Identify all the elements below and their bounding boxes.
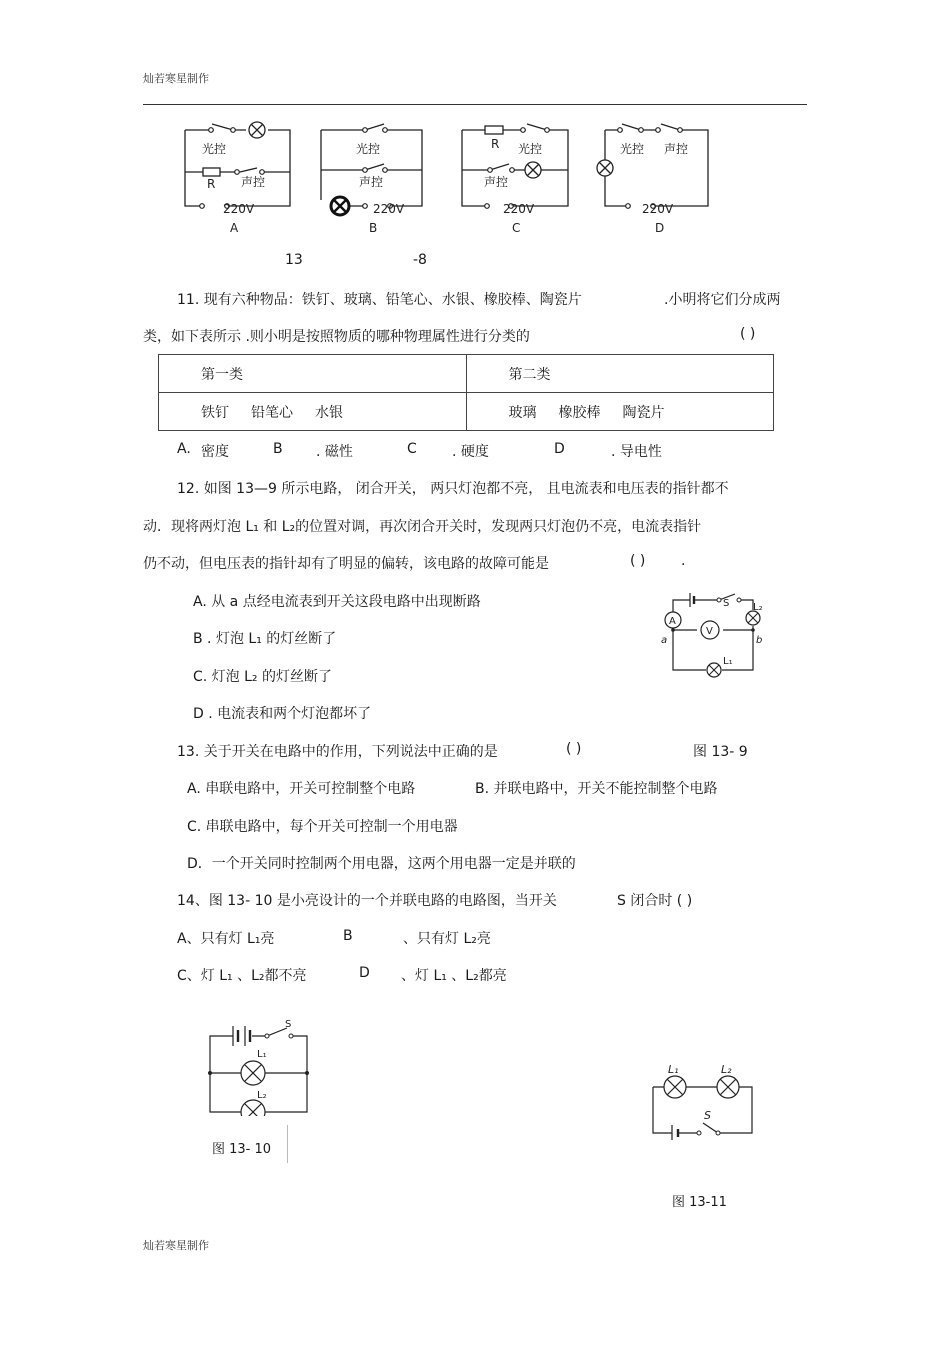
q11-line1b: .小明将它们分成两 bbox=[664, 292, 781, 308]
fig13-10-s-label: S bbox=[285, 1019, 292, 1030]
q11-option-a-letter: A. bbox=[177, 441, 191, 457]
q12-option-c: C. 灯泡 L₂ 的灯丝断了 bbox=[193, 669, 332, 685]
q14-option-b: 、只有灯 L₂亮 bbox=[403, 931, 491, 947]
label-option-c: C bbox=[512, 221, 521, 235]
fig13-11-l1-label: L₁ bbox=[668, 1065, 679, 1076]
q12-option-a: A. 从 a 点经电流表到开关这段电路中出现断路 bbox=[193, 594, 481, 610]
label-b-sw2: 声控 bbox=[359, 175, 384, 189]
fig13-10-l1-label: L₁ bbox=[257, 1049, 267, 1060]
q11-option-c: . 硬度 bbox=[452, 444, 489, 460]
figure-13-8-caption-num: 13 bbox=[285, 252, 303, 268]
item-glass: 玻璃 bbox=[508, 404, 537, 421]
figure-13-8-caption-suffix: -8 bbox=[413, 252, 427, 268]
table-header-cat1: 第一类 bbox=[159, 355, 467, 393]
q12-option-b: B . 灯泡 L₁ 的灯丝断了 bbox=[193, 631, 337, 647]
q13-stem: 13. 关于开关在电路中的作用，下列说法中正确的是 bbox=[177, 744, 498, 760]
page-footer: 灿若寒星制作 bbox=[143, 1239, 209, 1252]
q11-option-d: . 导电性 bbox=[611, 444, 662, 460]
item-ceramic: 陶瓷片 bbox=[622, 404, 665, 421]
label-a-v: 220V bbox=[223, 202, 255, 216]
ammeter-label: A bbox=[669, 616, 676, 627]
q14-option-c: C、灯 L₁ 、L₂都不亮 bbox=[177, 968, 307, 984]
figure-13-11 bbox=[648, 1065, 758, 1140]
label-c-sw2: 声控 bbox=[484, 175, 509, 189]
q14-option-a: A、只有灯 L₁亮 bbox=[177, 931, 275, 947]
label-a-sw1: 光控 bbox=[202, 142, 227, 156]
q12-bracket: ( ) bbox=[630, 553, 646, 569]
label-c-sw1: 光控 bbox=[518, 142, 543, 156]
q13-option-d: D．一个开关同时控制两个用电器，这两个用电器一定是并联的 bbox=[187, 856, 576, 872]
figure-13-9-caption: 图 13- 9 bbox=[693, 744, 748, 760]
label-a-sw2: 声控 bbox=[241, 175, 266, 189]
q12-line1: 12. 如图 13—9 所示电路， 闭合开关， 两只灯泡都不亮， 且电流表和电压表的指针都不 bbox=[177, 481, 729, 497]
q14-stem: 14、图 13- 10 是小亮设计的一个并联电路的电路图，当开关 bbox=[177, 893, 557, 909]
q11-option-d-letter: D bbox=[554, 441, 565, 457]
q14-option-b-letter: B bbox=[343, 928, 353, 944]
figure-13-11-caption: 图 13-11 bbox=[672, 1195, 727, 1210]
q11-option-c-letter: C bbox=[407, 441, 417, 457]
label-a-r: R bbox=[207, 177, 216, 191]
q11-line1a: 11. 现有六种物品：铁钉、玻璃、铅笔心、水银、橡胶棒、陶瓷片 bbox=[177, 292, 582, 308]
figure-13-8 bbox=[175, 118, 725, 240]
point-a-label: a bbox=[661, 635, 668, 646]
q11-option-a: 密度 bbox=[201, 444, 229, 460]
q13-option-a: A. 串联电路中，开关可控制整个电路 bbox=[187, 781, 416, 797]
item-mercury: 水银 bbox=[315, 404, 343, 421]
label-b-sw1: 光控 bbox=[356, 142, 381, 156]
label-option-a: A bbox=[230, 221, 239, 235]
classification-table bbox=[158, 354, 774, 431]
q12-end: . bbox=[681, 553, 686, 569]
label-d-sw1: 光控 bbox=[620, 142, 645, 156]
item-iron-nail: 铁钉 bbox=[201, 404, 229, 421]
q11-line2: 类，如下表所示 .则小明是按照物质的哪种物理属性进行分类的 bbox=[143, 329, 530, 345]
figure-13-9 bbox=[657, 590, 772, 682]
fig13-11-s-label: S bbox=[704, 1109, 711, 1122]
switch-label: S bbox=[723, 598, 730, 609]
label-d-sw2: 声控 bbox=[664, 142, 689, 156]
q11-option-b-letter: B bbox=[273, 441, 283, 457]
q12-line3: 仍不动，但电压表的指针却有了明显的偏转，该电路的故障可能是 bbox=[143, 556, 549, 572]
q12-option-d: D . 电流表和两个灯泡都坏了 bbox=[193, 706, 372, 722]
label-option-b: B bbox=[369, 221, 378, 235]
q11-option-b: . 磁性 bbox=[316, 444, 353, 460]
q14-stem-b: S 闭合时 ( ) bbox=[617, 893, 693, 909]
fig13-11-l2-label: L₂ bbox=[721, 1065, 732, 1076]
label-b-v: 220V bbox=[373, 202, 405, 216]
page-header: 灿若寒星制作 bbox=[143, 72, 209, 85]
label-d-v: 220V bbox=[642, 202, 674, 216]
q14-option-d-letter: D bbox=[359, 965, 370, 981]
q12-line2: 动．现将两灯泡 L₁ 和 L₂的位置对调，再次闭合开关时，发现两只灯泡仍不亮，电流表指针 bbox=[143, 519, 702, 535]
scan-divider bbox=[287, 1125, 288, 1163]
q13-bracket: ( ) bbox=[566, 741, 582, 757]
q11-bracket: ( ) bbox=[740, 326, 756, 342]
q13-option-c: C. 串联电路中，每个开关可控制一个用电器 bbox=[187, 819, 458, 835]
voltmeter-label: V bbox=[706, 626, 713, 637]
table-cell-cat1-items bbox=[159, 393, 467, 431]
point-b-label: b bbox=[756, 635, 763, 646]
table-cell-cat2-items bbox=[466, 393, 774, 431]
figure-13-10 bbox=[205, 1018, 315, 1116]
item-rubber-rod: 橡胶棒 bbox=[558, 404, 601, 421]
label-c-v: 220V bbox=[503, 202, 535, 216]
q13-option-b: B. 并联电路中，开关不能控制整个电路 bbox=[475, 781, 718, 797]
figure-13-10-caption: 图 13- 10 bbox=[212, 1142, 272, 1157]
l2-label: L₂ bbox=[753, 602, 763, 613]
q14-option-d: 、灯 L₁ 、L₂都亮 bbox=[401, 968, 507, 984]
l1-label: L₁ bbox=[723, 656, 733, 667]
label-c-r: R bbox=[491, 137, 500, 151]
label-option-d: D bbox=[655, 221, 665, 235]
table-header-cat2: 第二类 bbox=[466, 355, 774, 393]
item-pencil-lead: 铅笔心 bbox=[251, 404, 293, 421]
header-rule bbox=[143, 104, 807, 105]
fig13-10-l2-label: L₂ bbox=[257, 1090, 267, 1101]
